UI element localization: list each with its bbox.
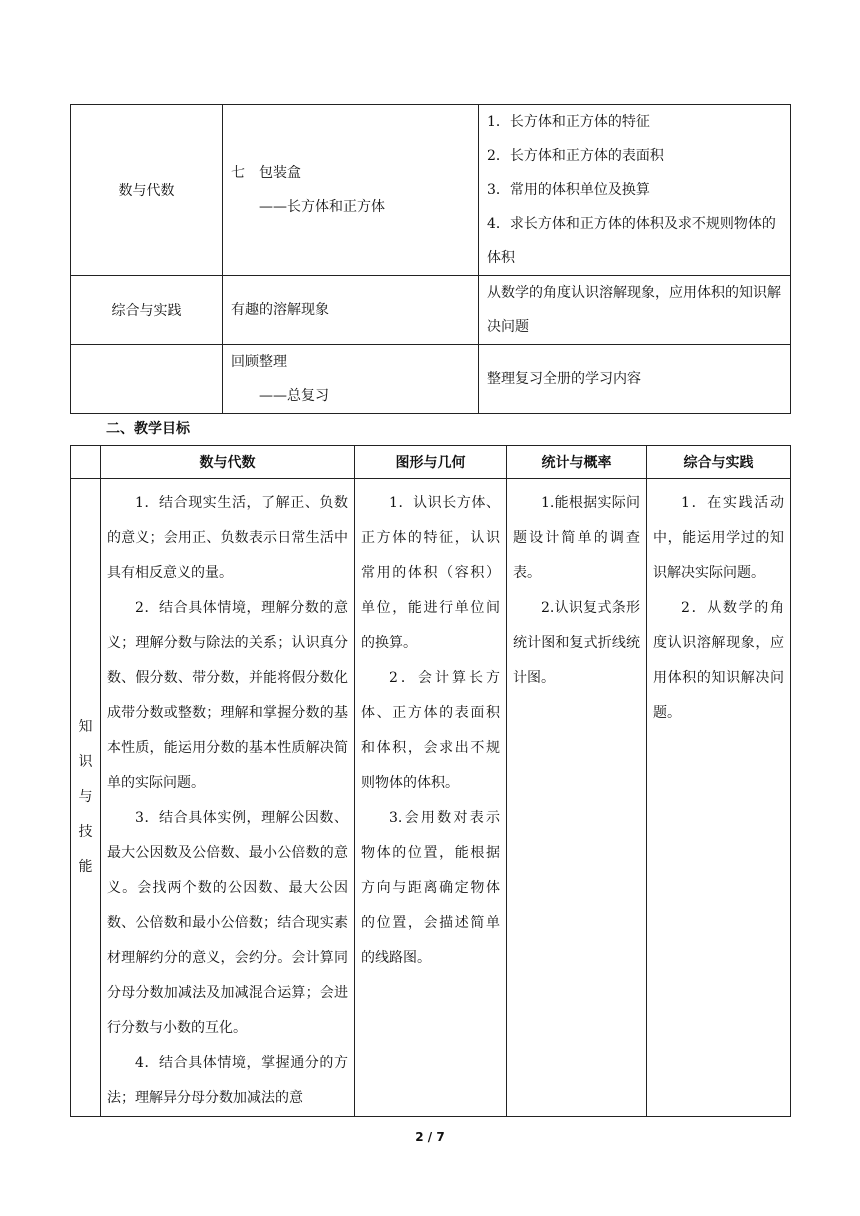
paragraph: 1．在实践活动中，能运用学过的知识解决实际问题。: [653, 495, 784, 581]
paragraph: 4．结合具体情境，掌握通分的方法；理解异分母分数加减法的意: [107, 1055, 348, 1106]
list-item: 从数学的角度认识溶解现象，应用体积的知识解决问题: [487, 285, 781, 335]
goals-statistics: [507, 479, 647, 1117]
content-overview-table: [70, 104, 791, 414]
row-label-char: 与: [78, 789, 93, 805]
table-row: [71, 345, 791, 414]
list-item: 整理复习全册的学习内容: [487, 371, 641, 387]
table-row: [71, 105, 791, 276]
teaching-goals-table: [70, 445, 791, 1117]
paragraph: 2．结合具体情境，理解分数的意义；理解分数与除法的关系；认识真分数、假分数、带分数，并能将假分数化成带分数或整数；理解和掌握分数的基本性质，能运用分数的基本性质解决简单的实际问题。: [107, 600, 348, 791]
column-header: 数与代数: [101, 446, 355, 479]
goals-practice: [647, 479, 791, 1117]
unit-title: 回顾整理: [231, 354, 287, 370]
unit-cell: [223, 345, 479, 414]
table-row: [71, 479, 791, 1117]
goals-geometry: [355, 479, 507, 1117]
unit-subtitle: ——长方体和正方体: [259, 199, 385, 215]
unit-title: 七 包装盒: [231, 165, 301, 181]
list-item: 4．求长方体和正方体的体积及求不规则物体的体积: [487, 216, 776, 266]
row-label-char: 识: [78, 754, 93, 770]
row-label-char: 知: [78, 719, 93, 735]
domain-cell: [71, 345, 223, 414]
paragraph: 1．结合现实生活，了解正、负数的意义；会用正、负数表示日常生活中具有相反意义的量。: [107, 495, 348, 581]
unit-cell: [223, 105, 479, 276]
content-cell: [479, 345, 791, 414]
list-item: 2．长方体和正方体的表面积: [487, 148, 664, 164]
unit-subtitle: ——总复习: [259, 388, 329, 404]
content-cell: [479, 276, 791, 345]
paragraph: 2．会计算长方体、正方体的表面积和体积，会求出不规则物体的体积。: [361, 670, 500, 791]
section-heading: 二、教学目标: [106, 421, 190, 437]
unit-title: 有趣的溶解现象: [231, 302, 329, 318]
table-header-row: [71, 446, 791, 479]
domain-cell: 数与代数: [71, 105, 223, 276]
row-label: [71, 479, 101, 1117]
table-row: [71, 276, 791, 345]
column-header: 统计与概率: [507, 446, 647, 479]
page-number: 2 / 7: [415, 1130, 445, 1144]
paragraph: 3.会用数对表示物体的位置，能根据方向与距离确定物体的位置，会描述简单的线路图。: [361, 810, 500, 966]
header-blank: [71, 446, 101, 479]
list-item: 1．长方体和正方体的特征: [487, 114, 650, 130]
row-label-char: 能: [78, 859, 93, 875]
list-item: 3．常用的体积单位及换算: [487, 182, 650, 198]
content-cell: [479, 105, 791, 276]
row-label-char: 技: [78, 824, 93, 840]
goals-number-algebra: [101, 479, 355, 1117]
paragraph: 1.能根据实际问题设计简单的调查表。: [513, 495, 640, 581]
unit-cell: [223, 276, 479, 345]
column-header: 图形与几何: [355, 446, 507, 479]
domain-cell: 综合与实践: [71, 276, 223, 345]
paragraph: 1．认识长方体、正方体的特征，认识常用的体积（容积）单位，能进行单位间的换算。: [361, 495, 500, 651]
paragraph: 2．从数学的角度认识溶解现象，应用体积的知识解决问题。: [653, 600, 784, 721]
paragraph: 2.认识复式条形统计图和复式折线统计图。: [513, 600, 640, 686]
column-header: 综合与实践: [647, 446, 791, 479]
paragraph: 3．结合具体实例，理解公因数、最大公因数及公倍数、最小公倍数的意义。会找两个数的公因数、最大公因数、公倍数和最小公倍数；结合现实素材理解约分的意义，会约分。会计算同分母分数加减法及加减混合运算；会进行分数与小数的互化。: [107, 810, 348, 1036]
